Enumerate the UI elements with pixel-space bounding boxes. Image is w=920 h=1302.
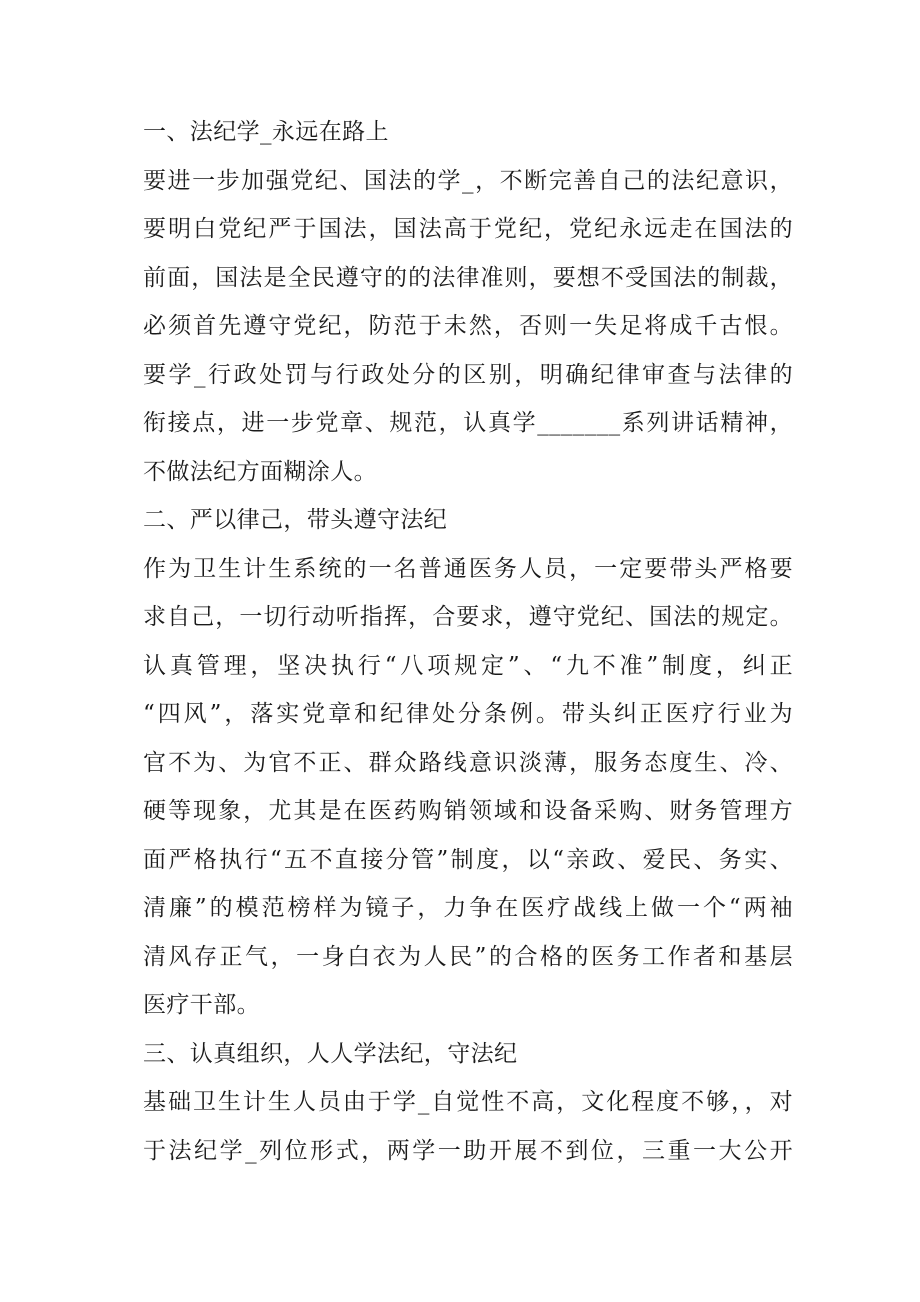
paragraph-line: 医疗干部。 bbox=[143, 992, 260, 1018]
paragraph-line: “四风”，落实党章和纪律处分条例。带头纠正医疗行业为 bbox=[143, 701, 793, 727]
paragraph-line: 面严格执行“五不直接分管”制度，以“亲政、爱民、务实、 bbox=[143, 846, 793, 873]
paragraph-line: 于法纪学_列位形式，两学一助开展不到位，三重一大公开 bbox=[143, 1137, 793, 1164]
document-body bbox=[143, 108, 793, 1175]
paragraph-line: 不做法纪方面糊涂人。 bbox=[143, 458, 377, 485]
paragraph-line: 要明白党纪严于国法，国法高于党纪，党纪永远走在国法的 bbox=[143, 216, 793, 242]
paragraph-line: 清风存正气，一身白衣为人民”的合格的医务工作者和基层 bbox=[143, 943, 793, 970]
section-heading-1: 一、法纪学_永远在路上 bbox=[143, 119, 389, 145]
paragraph-line: 官不为、为官不正、群众路线意识淡薄，服务态度生、冷、 bbox=[143, 749, 793, 776]
paragraph-line: 作为卫生计生系统的一名普通医务人员，一定要带头严格要 bbox=[143, 555, 793, 582]
section-heading-2: 二、严以律己，带头遵守法纪 bbox=[143, 507, 448, 533]
paragraph-line: 必须首先遵守党纪，防范于未然，否则一失足将成千古恨。 bbox=[143, 313, 793, 339]
paragraph-line: 认真管理，坚决执行“八项规定”、“九不准”制度，纠正 bbox=[143, 652, 793, 679]
paragraph-line: 硬等现象，尤其是在医药购销领域和设备采购、财务管理方 bbox=[143, 798, 793, 824]
paragraph-line: 衔接点，进一步党章、规范，认真学_______系列讲话精神， bbox=[143, 410, 793, 436]
section-heading-3: 三、认真组织，人人学法纪，守法纪 bbox=[143, 1040, 518, 1067]
paragraph-line: 要进一步加强党纪、国法的学_，不断完善自己的法纪意识， bbox=[143, 167, 793, 194]
paragraph-line: 要学_行政处罚与行政处分的区别，明确纪律审查与法律的 bbox=[143, 361, 793, 388]
paragraph-line: 前面，国法是全民遵守的的法律准则，要想不受国法的制裁， bbox=[143, 264, 793, 291]
paragraph-line: 清廉”的模范榜样为镜子，力争在医疗战线上做一个“两袖 bbox=[143, 895, 793, 921]
paragraph-line: 基础卫生计生人员由于学_自觉性不高，文化程度不够，，对 bbox=[143, 1089, 793, 1115]
paragraph-line: 求自己，一切行动听指挥，合要求，遵守党纪、国法的规定。 bbox=[143, 604, 793, 630]
